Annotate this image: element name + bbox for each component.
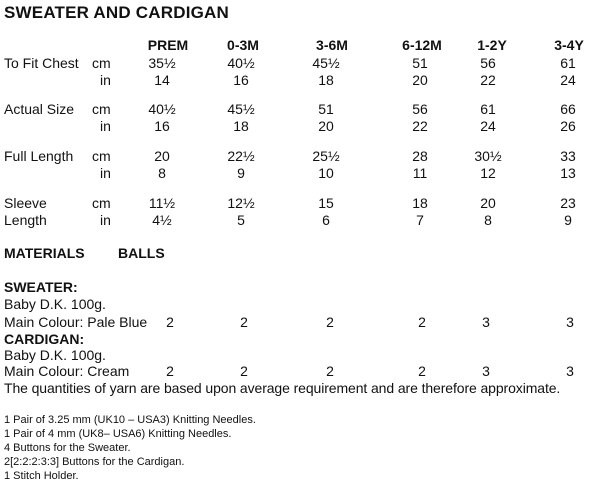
unit-label: in — [100, 72, 111, 88]
sweater-yarn: Baby D.K. 100g. — [4, 296, 106, 312]
table-cell: 9 — [237, 165, 245, 181]
table-cell: 23 — [560, 195, 576, 211]
size-header: 6-12M — [402, 37, 442, 53]
table-cell: 26 — [560, 118, 576, 134]
table-cell: 24 — [560, 72, 576, 88]
table-cell: 61 — [560, 55, 576, 71]
size-header: 0-3M — [227, 37, 259, 53]
table-cell: 18 — [233, 118, 249, 134]
sweater-heading: SWEATER: — [4, 279, 78, 295]
table-cell: 11½ — [148, 195, 176, 211]
unit-label: cm — [92, 101, 111, 117]
table-cell: 16 — [154, 118, 170, 134]
cardigan-heading: CARDIGAN: — [4, 331, 85, 347]
list-item: 1 Pair of 4 mm (UK8– USA6) Knitting Needles. — [4, 428, 232, 440]
row-label: Sleeve — [4, 195, 47, 211]
list-item: 1 Stitch Holder. — [4, 470, 79, 482]
balls-heading: BALLS — [118, 245, 165, 261]
table-cell: 12½ — [227, 195, 255, 211]
table-cell: 56 — [412, 101, 428, 117]
balls-cell: 2 — [166, 314, 174, 330]
table-cell: 28 — [412, 148, 428, 164]
row-label: Full Length — [4, 148, 74, 164]
yarn-note: The quantities of yarn are based upon average requirement and are therefore approximate. — [4, 380, 561, 396]
table-cell: 9 — [564, 212, 572, 228]
table-cell: 5 — [237, 212, 245, 228]
table-cell: 45½ — [227, 101, 255, 117]
row-label: Actual Size — [4, 101, 75, 117]
unit-label: in — [100, 118, 111, 134]
table-cell: 11 — [412, 165, 428, 181]
table-cell: 20 — [480, 195, 496, 211]
table-cell: 66 — [560, 101, 576, 117]
list-item: 2[2:2:2:3:3] Buttons for the Cardigan. — [4, 456, 185, 468]
list-item: 1 Pair of 3.25 mm (UK10 – USA3) Knitting Needles. — [4, 414, 256, 426]
balls-cell: 2 — [240, 314, 248, 330]
table-cell: 7 — [416, 212, 424, 228]
size-header: 3-4Y — [554, 37, 584, 53]
sweater-colour: Main Colour: Pale Blue — [4, 314, 148, 330]
table-cell: 51 — [412, 55, 428, 71]
table-cell: 61 — [480, 101, 496, 117]
table-cell: 22 — [412, 118, 428, 134]
size-header: 1-2Y — [477, 37, 507, 53]
size-header: 3-6M — [316, 37, 348, 53]
table-cell: 12 — [480, 165, 496, 181]
balls-cell: 3 — [482, 314, 490, 330]
unit-label: in — [100, 212, 111, 228]
table-cell: 25½ — [312, 148, 340, 164]
table-cell: 4½ — [152, 212, 172, 228]
table-cell: 20 — [154, 148, 170, 164]
table-cell: 18 — [318, 72, 334, 88]
row-label: Length — [4, 212, 47, 228]
table-cell: 20 — [412, 72, 428, 88]
balls-cell: 2 — [240, 363, 248, 379]
unit-label: in — [100, 165, 111, 181]
table-cell: 8 — [484, 212, 492, 228]
cardigan-yarn: Baby D.K. 100g. — [4, 347, 106, 363]
table-cell: 24 — [480, 118, 496, 134]
balls-cell: 3 — [566, 363, 574, 379]
balls-cell: 2 — [326, 363, 334, 379]
table-cell: 18 — [412, 195, 428, 211]
table-cell: 10 — [318, 165, 334, 181]
table-cell: 51 — [318, 101, 334, 117]
balls-cell: 2 — [418, 314, 426, 330]
balls-cell: 2 — [166, 363, 174, 379]
balls-cell: 3 — [566, 314, 574, 330]
table-cell: 14 — [154, 72, 170, 88]
table-cell: 40½ — [227, 55, 255, 71]
table-cell: 16 — [233, 72, 249, 88]
table-cell: 35½ — [148, 55, 176, 71]
table-cell: 15 — [318, 195, 334, 211]
unit-label: cm — [92, 195, 111, 211]
table-cell: 22½ — [227, 148, 255, 164]
table-cell: 6 — [322, 212, 330, 228]
unit-label: cm — [92, 55, 111, 71]
table-cell: 8 — [158, 165, 166, 181]
row-label: To Fit Chest — [4, 55, 79, 71]
table-cell: 45½ — [312, 55, 340, 71]
balls-cell: 2 — [418, 363, 426, 379]
table-cell: 56 — [480, 55, 496, 71]
cardigan-colour: Main Colour: Cream — [4, 363, 130, 379]
table-cell: 33 — [560, 148, 576, 164]
list-item: 4 Buttons for the Sweater. — [4, 442, 131, 454]
table-cell: 40½ — [148, 101, 176, 117]
unit-label: cm — [92, 148, 111, 164]
table-cell: 30½ — [474, 148, 502, 164]
size-header: PREM — [147, 37, 189, 53]
materials-heading: MATERIALS — [4, 245, 85, 261]
page-title: SWEATER AND CARDIGAN — [4, 3, 229, 22]
balls-cell: 3 — [482, 363, 490, 379]
table-cell: 22 — [480, 72, 496, 88]
balls-cell: 2 — [326, 314, 334, 330]
table-cell: 20 — [318, 118, 334, 134]
table-cell: 13 — [560, 165, 576, 181]
